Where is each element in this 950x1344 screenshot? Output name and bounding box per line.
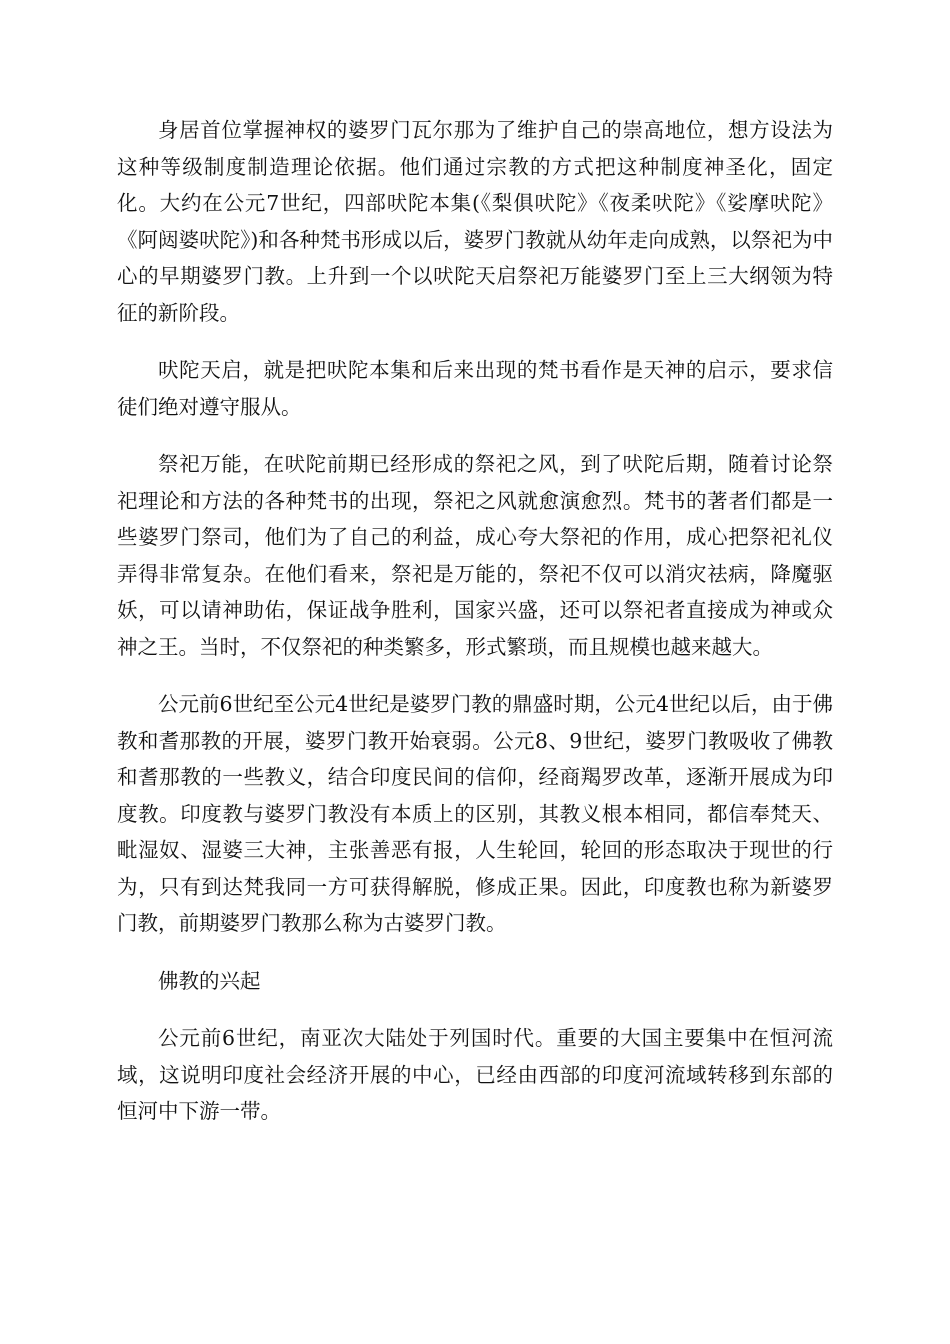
paragraph-veda-revelation: 吠陀天启，就是把吠陀本集和后来出现的梵书看作是天神的启示，要求信徒们绝对遵守服从。 bbox=[117, 358, 833, 419]
document-page bbox=[117, 112, 833, 1151]
paragraph-sacrifice-omnipotence: 祭祀万能，在吠陀前期已经形成的祭祀之风，到了吠陀后期，随着讨论祭祀理论和方法的各种梵书的出现，祭祀之风就愈演愈烈。梵书的著者们都是一些婆罗门祭司，他们为了自己的利益，成心夸大祭祀的作用，成心把祭祀礼仪弄得非常复杂。在他们看来，祭祀是万能的，祭祀不仅可以消灾祛病，降魔驱妖，可以请神助佑，保证战争胜利，国家兴盛，还可以祭祀者直接成为神或众神之王。当时，不仅祭祀的种类繁多，形式繁琐，而且规模也越来越大。 bbox=[117, 452, 833, 659]
section-heading: 佛教的兴起 bbox=[158, 968, 261, 993]
paragraph-sixteen-kingdoms: 公元前6世纪，南亚次大陆处于列国时代。重要的大国主要集中在恒河流域，这说明印度社会经济开展的中心，已经由西部的印度河流域转移到东部的恒河中下游一带。 bbox=[117, 1026, 833, 1123]
paragraph-brahmin-hierarchy: 身居首位掌握神权的婆罗门瓦尔那为了维护自己的崇高地位，想方设法为这种等级制度制造理论依据。他们通过宗教的方式把这种制度神圣化，固定化。大约在公元7世纪，四部吠陀本集(《梨俱吠陀》《夜柔吠陀》《娑摩吠陀》《阿闼婆吠陀》)和各种梵书形成以后，婆罗门教就从幼年走向成熟，以祭祀为中心的早期婆罗门教。上升到一个以吠陀天启祭祀万能婆罗门至上三大纲领为特征的新阶段。 bbox=[117, 118, 833, 325]
paragraph-brahmanism-decline: 公元前6世纪至公元4世纪是婆罗门教的鼎盛时期，公元4世纪以后，由于佛教和耆那教的开展，婆罗门教开始衰弱。公元8、9世纪，婆罗门教吸收了佛教和耆那教的一些教义，结合印度民间的信仰，经商羯罗改革，逐渐开展成为印度教。印度教与婆罗门教没有本质上的区别，其教义根本相同，都信奉梵天、毗湿奴、湿婆三大神，主张善恶有报，人生轮回，轮回的形态取决于现世的行为，只有到达梵我同一方可获得解脱，修成正果。因此，印度教也称为新婆罗门教，前期婆罗门教那么称为古婆罗门教。 bbox=[117, 692, 833, 935]
